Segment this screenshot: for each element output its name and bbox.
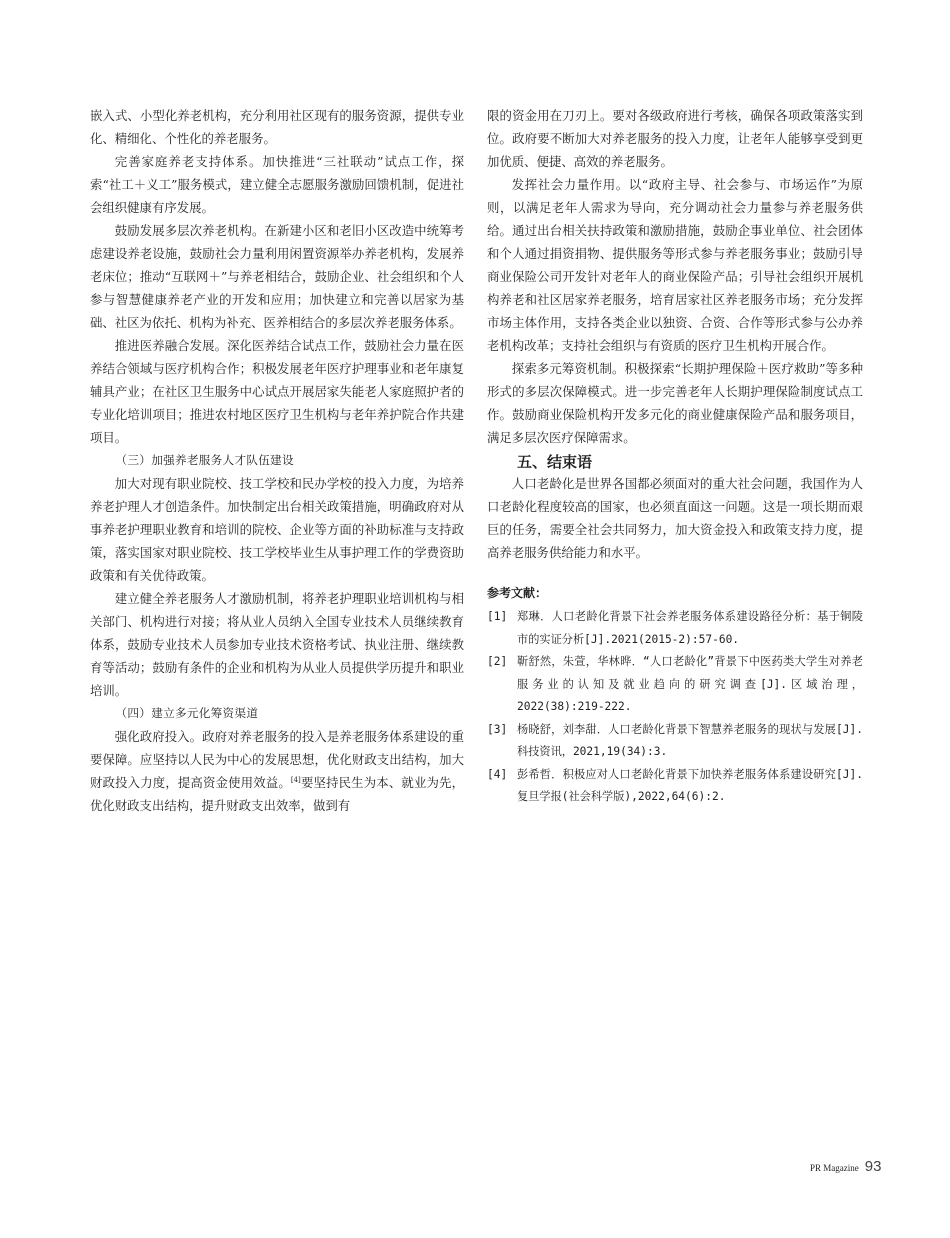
page-number: 93 [864,1158,882,1175]
paragraph: 人口老龄化是世界各国都必须面对的重大社会问题，我国作为人口老龄化程度较高的国家，也必须直面这一问题。这是一项长期而艰巨的任务，需要全社会共同努力，加大资金投入和政策支持力度，提高养老服务供给能力和水平。 [487,476,863,560]
references-title: 参考文献： [487,586,548,600]
reference-number: [4] [487,767,508,781]
reference-number: [3] [487,722,508,736]
right-column [487,104,863,809]
reference-text: 靳舒然，朱萱，华林晔．“人口老龄化”背景下中医药类大学生对养老服务业的认知及就业趋向的研究调查[J].区域治理，2022(38):219-222. [517,655,863,713]
paragraph: 建立健全养老服务人才激励机制，将养老护理职业培训机构与相关部门、机构进行对接；将从业人员纳入全国专业技术人员继续教育体系，鼓励专业技术人员参加专业技术资格考试、执业注册、继续教育等活动；鼓励有条件的企业和机构为从业人员提供学历提升和职业培训。 [90,591,464,698]
reference-item [487,764,863,809]
paragraph: 完善家庭养老支持体系。加快推进“三社联动”试点工作，探索“社工＋义工”服务模式，建立健全志愿服务激励回馈机制，促进社会组织健康有序发展。 [90,154,464,215]
paragraph: 鼓励发展多层次养老机构。在新建小区和老旧小区改造中统筹考虑建设养老设施，鼓励社会力量利用闲置资源举办养老机构，发展养老床位；推动“互联网＋”与养老相结合，鼓励企业、社会组织和个人参与智慧健康养老产业的开发和应用；加快建立和完善以居家为基础、社区为依托、机构为补充、医养相结合的多层次养老服务体系。 [90,223,464,330]
paragraph [90,725,464,817]
reference-item [487,606,863,651]
citation-marker[interactable]: [4] [290,775,301,784]
paragraph-text: 要坚持民生为本、就业为先，优化财政支出结构，提升财政支出效率，做到有 [90,775,465,813]
reference-item [487,719,863,764]
section-heading: 五、结束语 [517,453,593,471]
left-column [90,104,464,817]
reference-list [487,606,863,809]
reference-text: 彭希哲．积极应对人口老龄化背景下加快养老服务体系建设研究[J].复旦学报(社会科学版),2022,64(6):2. [517,767,863,803]
paragraph-text: 强化政府投入。政府对养老服务的投入是养老服务体系建设的重要保障。应坚持以人民为中心的发展思想，优化财政支出结构，加大财政投入力度，提高资金使用效益。 [90,729,464,790]
reference-number: [1] [487,610,508,623]
reference-text: 郑琳．人口老龄化背景下社会养老服务体系建设路径分析：基于铜陵市的实证分析[J].2021(2015-2):57-60. [517,610,863,646]
page-footer [810,1158,910,1178]
paragraph: 发挥社会力量作用。以“政府主导、社会参与、市场运作”为原则，以满足老年人需求为导向，充分调动社会力量参与养老服务供给。通过出台相关扶持政策和激励措施，鼓励企事业单位、社会团体和个人通过捐资捐物、提供服务等形式参与养老服务事业；鼓励引导商业保险公司开发针对老年人的商业保险产品；引导社会组织开展机构养老和社区居家养老服务，培育居家社区养老服务市场；充分发挥市场主体作用，支持各类企业以独资、合资、合作等形式参与公办养老机构改革；支持社会组织与有资质的医疗卫生机构开展合作。 [487,177,863,353]
reference-number: [2] [487,655,508,668]
paragraph: 限的资金用在刀刃上。要对各级政府进行考核，确保各项政策落实到位。政府要不断加大对养老服务的投入力度，让老年人能够享受到更加优质、便捷、高效的养老服务。 [487,108,863,169]
paragraph: 加大对现有职业院校、技工学校和民办学校的投入力度，为培养养老护理人才创造条件。加快制定出台相关政策措施，明确政府对从事养老护理职业教育和培训的院校、企业等方面的补助标准与支持政策，落实国家对职业院校、技工学校毕业生从事护理工作的学费资助政策和有关优待政策。 [90,476,464,583]
subsection-heading: （三）加强养老服务人才队伍建设 [115,453,294,467]
paragraph: 探索多元筹资机制。积极探索“长期护理保险＋医疗救助”等多种形式的多层次保障模式。进一步完善老年人长期护理保险制度试点工作。鼓励商业保险机构开发多元化的商业健康保险产品和服务项目，满足多层次医疗保障需求。 [487,361,863,445]
reference-text: 杨晓舒，刘李甜．人口老龄化背景下智慧养老服务的现状与发展[J].科技资讯，2021,19(34):3. [517,722,863,758]
subsection-heading: （四）建立多元化筹资渠道 [115,706,259,720]
reference-item [487,651,863,719]
paragraph: 嵌入式、小型化养老机构，充分利用社区现有的服务资源，提供专业化、精细化、个性化的养老服务。 [90,108,464,146]
magazine-name: PR Magazine [810,1163,859,1173]
paragraph: 推进医养融合发展。深化医养结合试点工作，鼓励社会力量在医养结合领域与医疗机构合作；积极发展老年医疗护理事业和老年康复辅具产业；在社区卫生服务中心试点开展居家失能老人家庭照护者的专业化培训项目；推进农村地区医疗卫生机构与老年养护院合作共建项目。 [90,338,464,445]
